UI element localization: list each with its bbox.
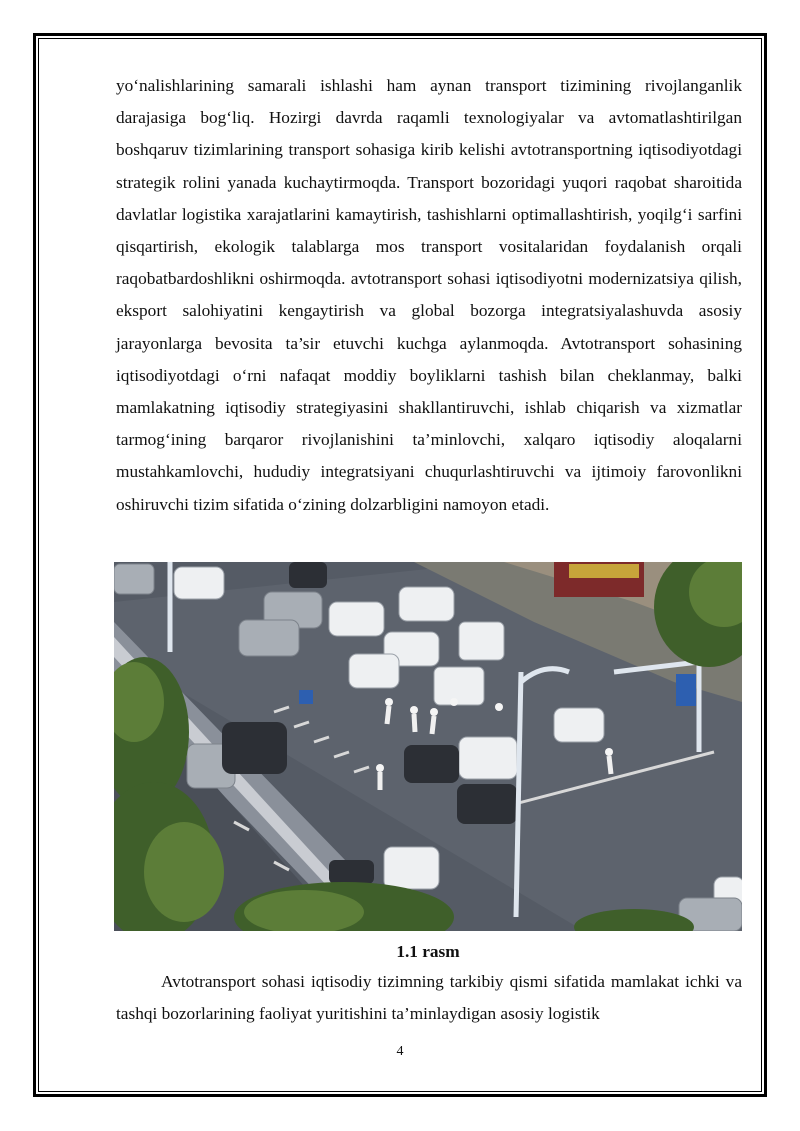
street-photo	[114, 562, 742, 931]
body-paragraph-2: Avtotransport sohasi iqtisodiy tizimning tarkibiy qismi sifatida mamlakat ichki va tashqi bozorlarining faoliyat yuritishini ta’minlaydigan asosiy logistik	[116, 972, 742, 1024]
figure-caption: 1.1 rasm	[396, 942, 460, 961]
page-number: 4	[396, 1044, 404, 1059]
body-paragraph-1: yo‘nalishlarining samarali ishlashi ham aynan transport tizimining rivojlanganlik darajasiga bog‘liq. Hozirgi davrda raqamli texnologiyalar va avtomatlashtirilgan boshqaruv tizimlarining transport sohasiga kirib kelishi avtotransportning iqtisodiyotdagi strategik rolini yanada kuchaytirmoqda. Transport bozoridagi yuqori raqobat sharoitida davlatlar logistika xarajatlarini kamaytirish, tashishlarni optimallashtirish, yoqilg‘i sarfini qisqartirish, ekologik talablarga mos transport vositalaridan foydalanish orqali raqobatbardoshlikni oshirmoqda. avtotransport sohasi iqtisodiyotni modernizatsiya qilish, eksport salohiyatini kengaytirish va global bozorga integratsiyalashuvda asosiy jarayonlarga bevosita ta’sir etuvchi kuchga aylanmoqda. Avtotransport sohasining iqtisodiyotdagi o‘rni nafaqat moddiy boyliklarni tashish bilan cheklanmay, balki mamlakatning iqtisodiy strategiyasini shakllantiruvchi, ishlab chiqarish va xizmatlar tarmog‘ining barqaror rivojlanishini ta’minlovchi, xalqaro iqtisodiy aloqalarni mustahkamlovchi, hududiy integratsiyani chuqurlashtiruvchi va ijtimoiy farovonlikni oshiruvchi tizim sifatida o‘zining dolzarbligini namoyon etadi.	[116, 76, 742, 514]
